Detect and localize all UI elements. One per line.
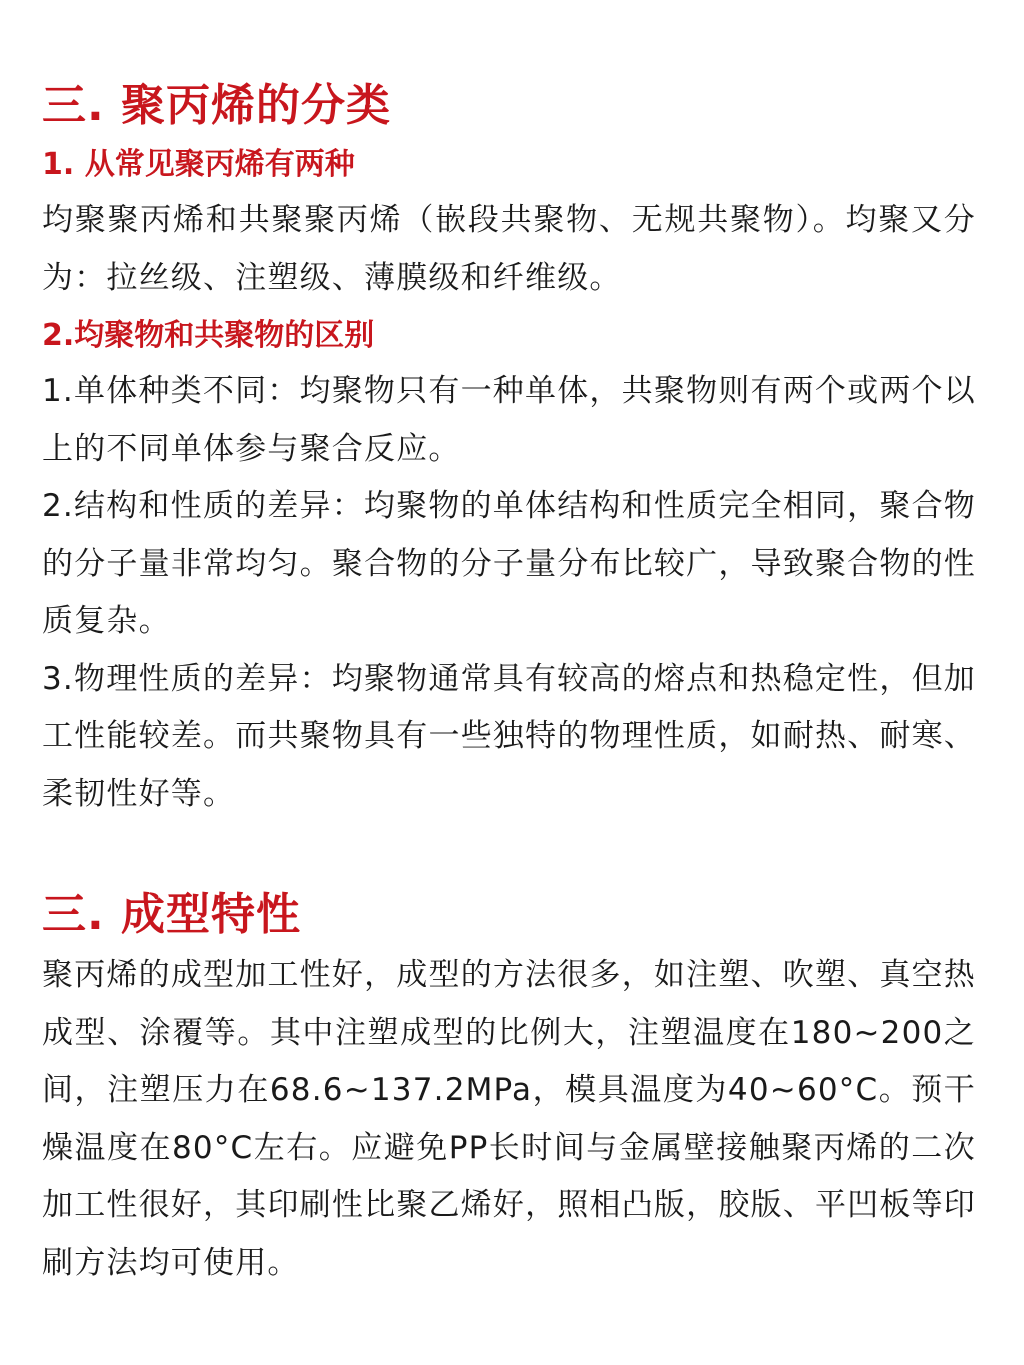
subtitle-common-types: 1. 从常见聚丙烯有两种 bbox=[42, 147, 355, 182]
subtitle-homopolymer-copolymer-difference: 2.均聚物和共聚物的区别 bbox=[42, 318, 375, 353]
paragraph-monomer-difference: 1.单体种类不同：均聚物只有一种单体，共聚物则有两个或两个以上的不同单体参与聚合反应。 bbox=[42, 373, 976, 467]
section-title-molding: 三. 成型特性 bbox=[42, 889, 302, 940]
section-title-classification: 三. 聚丙烯的分类 bbox=[42, 80, 392, 131]
paragraph-molding-properties: 聚丙烯的成型加工性好，成型的方法很多，如注塑、吹塑、真空热成型、涂覆等。其中注塑成型的比例大，注塑温度在180~200之间，注塑压力在68.6~137.2MPa，模具温度为40~60°C。预干燥温度在80°C左右。应避免PP长时间与金属壁接触聚丙烯的二次加工性很好，其印刷性比聚乙烯好，照相凸版，胶版、平凹板等印刷方法均可使用。 bbox=[42, 957, 976, 1281]
paragraph-physical-difference: 3.物理性质的差异：均聚物通常具有较高的熔点和热稳定性，但加工性能较差。而共聚物具有一些独特的物理性质，如耐热、耐寒、柔韧性好等。 bbox=[42, 660, 976, 812]
paragraph-structure-difference: 2.结构和性质的差异：均聚物的单体结构和性质完全相同，聚合物的分子量非常均匀。聚合物的分子量分布比较广，导致聚合物的性质复杂。 bbox=[42, 488, 976, 639]
paragraph-common-types: 均聚聚丙烯和共聚聚丙烯（嵌段共聚物、无规共聚物）。均聚又分为：拉丝级、注塑级、薄膜级和纤维级。 bbox=[42, 202, 976, 296]
